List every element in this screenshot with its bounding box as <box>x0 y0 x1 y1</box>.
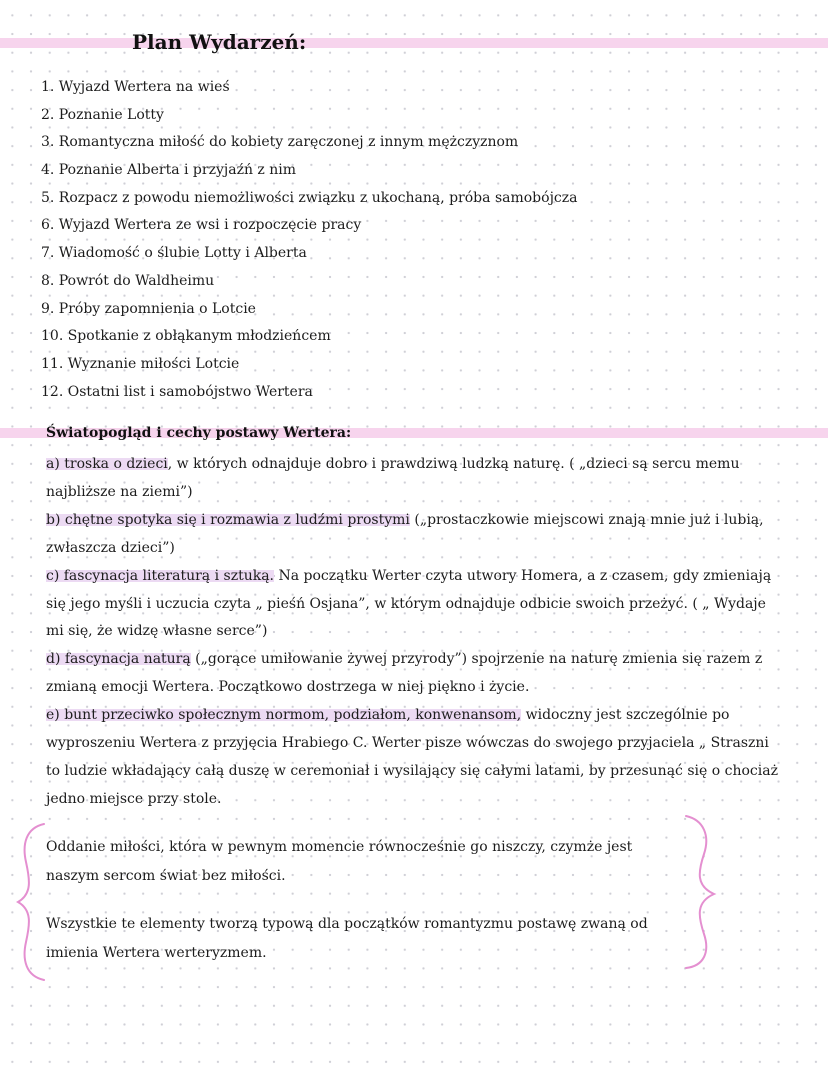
trait-item <box>46 646 786 702</box>
summary-block <box>46 833 686 967</box>
trait-text: widoczny jest szczególnie po wyproszeniu Wertera z przyjęcia Hrabiego C. Werter pisze wówczas do swojego przyjaciela „ Straszni to ludzie wkładający całą duszę w ceremoniał i wysilający się całymi latami, by przesunąć się o chociaż jedno miejsce przy stole. <box>46 707 778 807</box>
trait-item <box>46 563 786 647</box>
trait-item <box>46 702 786 814</box>
plan-item: 9. Próby zapomnienia o Lotcie <box>41 300 256 317</box>
trait-highlight: c) fascynacja literaturą i sztuką. <box>46 567 275 584</box>
page-title: Plan Wydarzeń: <box>132 30 307 54</box>
trait-text: („prostaczkowie miejscowi znają mnie już i lubią, zwłaszcza dzieci”) <box>46 511 764 556</box>
plan-item: 11. Wyznanie miłości Lotcie <box>41 355 240 372</box>
summary-conclusion: Wszystkie te elementy tworzą typową dla początków romantyzmu postawę zwaną od imienia Wertera werteryzmem. <box>46 916 648 961</box>
plan-item: 4. Poznanie Alberta i przyjaźń z nim <box>41 162 297 179</box>
title-highlight-band <box>0 38 828 48</box>
trait-item <box>46 451 786 507</box>
traits-list <box>46 451 786 814</box>
plan-item: 7. Wiadomość o ślubie Lotty i Alberta <box>41 245 307 262</box>
event-plan-list <box>41 74 577 406</box>
plan-item: 8. Powrót do Waldheimu <box>41 272 215 289</box>
right-brace-icon <box>680 812 720 972</box>
plan-item: 3. Romantyczna miłość do kobiety zaręczonej z innym mężczyznom <box>41 134 519 151</box>
plan-item: 2. Poznanie Lotty <box>41 106 164 123</box>
trait-item <box>46 507 786 563</box>
plan-item: 5. Rozpacz z powodu niemożliwości związku z ukochaną, próba samobójcza <box>41 189 578 206</box>
section-title: Światopogląd i cechy postawy Wertera: <box>46 425 352 441</box>
trait-highlight: b) chętne spotyka się i rozmawia z ludźmi prostymi <box>46 511 410 528</box>
plan-item: 6. Wyjazd Wertera ze wsi i rozpoczęcie pracy <box>41 217 362 234</box>
summary-quote: Oddanie miłości, która w pewnym momencie równocześnie go niszczy, czymże jest naszym sercom świat bez miłości. <box>46 839 633 884</box>
trait-highlight: d) fascynacja naturą <box>46 651 191 668</box>
trait-text: („gorące umiłowanie żywej przyrody”) spojrzenie na naturę zmienia się razem z zmianą emocji Wertera. Początkowo dostrzega w niej piękno i życie. <box>46 651 763 696</box>
plan-item: 10. Spotkanie z obłąkanym młodzieńcem <box>41 328 331 345</box>
trait-text: , w których odnajduje dobro i prawdziwą ludzką naturę. ( „dzieci są sercu memu najbliższe na ziemi”) <box>46 456 740 500</box>
trait-highlight: a) troska o dzieci <box>46 456 168 472</box>
plan-item: 12. Ostatni list i samobójstwo Wertera <box>41 383 313 400</box>
trait-highlight: e) bunt przeciwko społecznym normom, podziałom, konwenansom, <box>46 707 522 724</box>
plan-item: 1. Wyjazd Wertera na wieś <box>41 79 230 95</box>
trait-text: Na początku Werter czyta utwory Homera, a z czasem, gdy zmieniają się jego myśli i uczucia czyta „ pieśń Osjana”, w którym odnajduje odbicie swoich przeżyć. ( „ Wydaje mi się, że widzę własne serce”) <box>46 567 772 640</box>
